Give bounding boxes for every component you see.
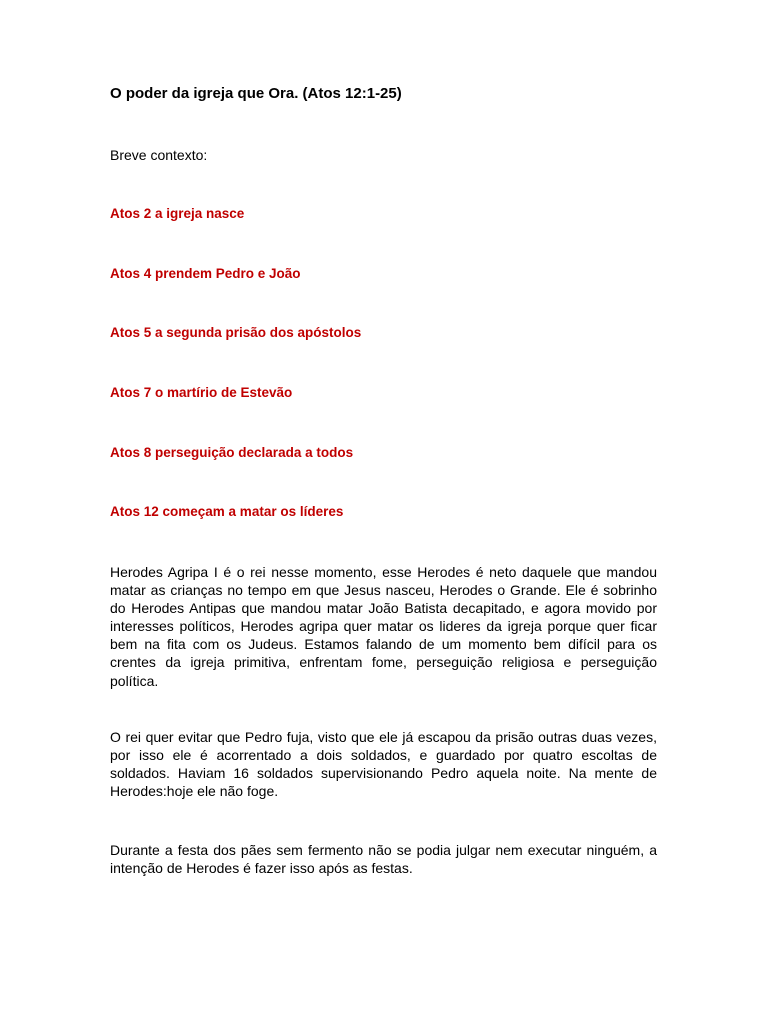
context-item: Atos 8 perseguição declarada a todos	[110, 445, 354, 460]
context-item: Atos 12 começam a matar os líderes	[110, 504, 344, 519]
context-item: Atos 5 a segunda prisão dos apóstolos	[110, 325, 362, 340]
context-item: Atos 7 o martírio de Estevão	[110, 385, 293, 400]
context-item: Atos 2 a igreja nasce	[110, 206, 245, 221]
body-paragraph: Herodes Agripa I é o rei nesse momento, esse Herodes é neto daquele que mandou matar as crianças no tempo em que Jesus nasceu, Herodes o Grande. Ele é sobrinho do Herodes Antipas que mandou matar João Batista decapitado, e agora movido por interesses políticos, Herodes agripa quer matar os lideres da igreja porque quer ficar bem na fita com os Judeus. Estamos falando de um momento bem difícil para os crentes da igreja primitiva, enfrentam fome, perseguição religiosa e perseguição política.	[110, 564, 657, 689]
body-paragraph: O rei quer evitar que Pedro fuja, visto que ele já escapou da prisão outras duas vezes, por isso ele é acorrentado a dois soldados, e guardado por quatro escoltas de soldados. Haviam 16 soldados supervisionando Pedro aquela noite. Na mente de Herodes:hoje ele não foge.	[110, 729, 657, 800]
intro-text: Breve contexto:	[110, 147, 208, 163]
context-item: Atos 4 prendem Pedro e João	[110, 266, 301, 281]
document-title: O poder da igreja que Ora. (Atos 12:1-25)	[110, 85, 402, 102]
body-paragraph: Durante a festa dos pães sem fermento não se podia julgar nem executar ninguém, a intenção de Herodes é fazer isso após as festas.	[110, 842, 657, 877]
